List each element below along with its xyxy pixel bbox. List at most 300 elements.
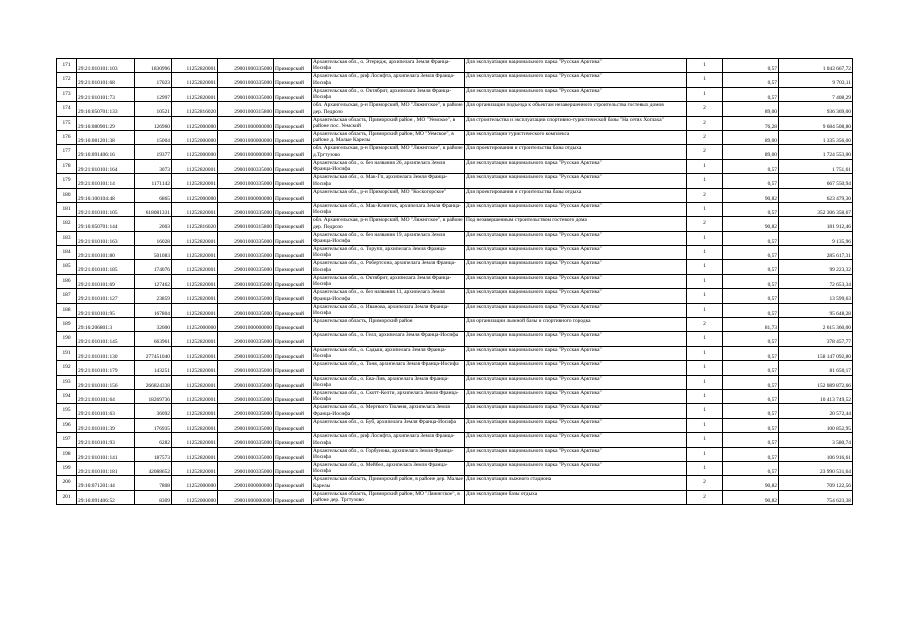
kladr-code-cell: 29001000000000 — [218, 476, 274, 490]
row-number-cell: 177 — [57, 145, 77, 159]
land-register-sheet — [56, 58, 852, 505]
rate-value-cell: 0,57 — [723, 418, 779, 432]
row-number-cell: 194 — [57, 389, 77, 403]
kladr-code-cell: 29001000335000 — [218, 246, 274, 260]
district-name-cell: Приморский — [274, 159, 312, 173]
permitted-use-cell: Для эксплуатации национального парка "Русская Арктика" — [465, 346, 687, 360]
address-cell: Архангельская обл., о. Скотт-Келти, архипелага Земля Франца-Иосифа — [312, 389, 465, 403]
cadastral-value-cell: 3 580,74 — [779, 433, 853, 447]
permitted-use-cell: Для эксплуатации национального парка "Русская Арктика" — [465, 231, 687, 245]
cadastral-value-cell: 1 724 553,00 — [779, 145, 853, 159]
cadastral-number-cell: 29:21:010101:181 — [77, 461, 135, 475]
cadastral-number-cell: 29:16:100104:48 — [77, 188, 135, 202]
category-cell: 1 — [687, 375, 723, 389]
category-cell: 2 — [687, 188, 723, 202]
rate-value-cell: 0,57 — [723, 303, 779, 317]
rate-value-cell: 90,82 — [723, 217, 779, 231]
okato-code-cell: 11252820001 — [172, 447, 218, 461]
kladr-code-cell: 29001000315800 — [218, 102, 274, 116]
kladr-code-cell: 29001000335000 — [218, 418, 274, 432]
area-value-cell: 8309 — [135, 490, 172, 504]
address-cell: Архангельская обл., о. Мертвого Тюленя, архипелага Земля Франца-Иосифа — [312, 404, 465, 418]
kladr-code-cell: 29001000335000 — [218, 59, 274, 73]
land-register-table — [56, 58, 853, 505]
okato-code-cell: 11252820001 — [172, 274, 218, 288]
row-number-cell: 183 — [57, 231, 77, 245]
okato-code-cell: 11252820001 — [172, 260, 218, 274]
category-cell: 1 — [687, 447, 723, 461]
area-value-cell: 17023 — [135, 73, 172, 87]
category-cell: 1 — [687, 289, 723, 303]
okato-code-cell: 11252820001 — [172, 246, 218, 260]
address-cell: Архангельская обл., о. без названия 19, архипелага Земля Франца-Иосифа — [312, 231, 465, 245]
cadastral-number-cell: 29:16:080901:29 — [77, 116, 135, 130]
rate-value-cell: 0,57 — [723, 231, 779, 245]
cadastral-number-cell: 29:16:050701:133 — [77, 102, 135, 116]
address-cell: обл. Архангельская, р-н Приморский, МО "Ляжнгское", в районе дер. Педрозо — [313, 217, 463, 230]
category-cell: 2 — [687, 490, 723, 504]
okato-code-cell: 11252820001 — [172, 174, 218, 188]
area-value-cell: 501083 — [135, 246, 172, 260]
row-number-cell: 190 — [57, 332, 77, 346]
cadastral-value-cell: 181 912,46 — [779, 217, 853, 231]
okato-code-cell: 11252000000 — [172, 476, 218, 490]
okato-code-cell: 11252000000 — [172, 145, 218, 159]
row-number-cell: 200 — [57, 476, 77, 490]
row-number-cell: 188 — [57, 303, 77, 317]
row-number-cell: 196 — [57, 418, 77, 432]
table-row — [57, 274, 853, 288]
category-cell: 1 — [687, 59, 723, 73]
table-row — [57, 461, 853, 475]
okato-code-cell: 11252820001 — [172, 433, 218, 447]
address-cell: Архангельская область, Приморский район, МО "Уемское", в районе д. Малые Карелы — [312, 130, 465, 144]
table-row — [57, 87, 853, 101]
category-cell: 1 — [687, 87, 723, 101]
address-cell: Архангельская обл., о. Ева-Лив, архипелага Земля Франца-Иосифа — [312, 375, 465, 389]
area-value-cell: 23859 — [135, 289, 172, 303]
cadastral-number-cell: 29:21:010101:68 — [77, 73, 135, 87]
address-cell: Архангельская обл., о. Тоня, архипелага Земля Франца-Иосифа — [312, 361, 465, 375]
address-cell: Архангельская область, Приморский район, в районе дер. Малые Карелы — [313, 476, 463, 489]
okato-code-cell: 11252820001 — [172, 461, 218, 475]
okato-code-cell: 11252000000 — [172, 318, 218, 332]
rate-value-cell: 0,57 — [723, 433, 779, 447]
category-cell: 2 — [687, 318, 723, 332]
district-name-cell: Приморский — [274, 188, 312, 202]
cadastral-number-cell: 29:21:010101:14 — [77, 174, 135, 188]
district-name-cell: Приморский — [274, 73, 312, 87]
address-cell: Архангельская обл., о. Горбунова, архипелага Земля Франца-Иосифа — [312, 447, 465, 461]
cadastral-value-cell: 667 550,94 — [779, 174, 853, 188]
district-name-cell: Приморский — [274, 461, 312, 475]
okato-code-cell: 11252816020 — [172, 217, 218, 231]
table-row — [57, 476, 853, 490]
table-row — [57, 59, 853, 73]
category-cell: 1 — [687, 461, 723, 475]
kladr-code-cell: 29001000000000 — [218, 318, 274, 332]
cadastral-number-cell: 29:21:010101:93 — [77, 433, 135, 447]
permitted-use-cell: Для эксплуатации национального парка "Русская Арктика" — [465, 418, 687, 432]
address-cell: обл. Архангельская, р-н Приморский, МО "Ляжнгское", в районе д.Тргтузово — [313, 145, 463, 158]
rate-value-cell: 0,57 — [723, 59, 779, 73]
kladr-code-cell: 29001000315800 — [218, 217, 274, 231]
cadastral-value-cell: 9 684 508,80 — [779, 116, 853, 130]
district-name-cell: Приморский — [274, 289, 312, 303]
okato-code-cell: 11252820001 — [172, 332, 218, 346]
kladr-code-cell: 29001000335000 — [218, 375, 274, 389]
kladr-code-cell: 29001000335000 — [218, 174, 274, 188]
address-cell: Архангельская область, Приморский район, МО "Ляжнгское", в районе дер. Тргтузово — [312, 490, 465, 504]
district-name-cell: Приморский — [274, 490, 312, 504]
district-name-cell: Приморский — [274, 361, 312, 375]
address-cell: Архангельская область, Приморский район , МО "Уемское", в районе пос. Уемский — [312, 116, 465, 130]
rate-value-cell: 0,57 — [723, 159, 779, 173]
row-number-cell: 198 — [57, 447, 77, 461]
kladr-code-cell: 29001000335000 — [218, 461, 274, 475]
cadastral-value-cell: 23 990 531,64 — [779, 461, 853, 475]
table-row — [57, 303, 853, 317]
cadastral-value-cell: 2 615 360,00 — [779, 318, 853, 332]
permitted-use-cell: Для эксплуатации национального парка "Русская Арктика" — [465, 59, 687, 73]
cadastral-value-cell: 285 617,31 — [779, 246, 853, 260]
okato-code-cell: 11252000000 — [172, 130, 218, 144]
table-row — [57, 346, 853, 360]
permitted-use-cell: Для эксплуатации национального парка "Русская Арктика" — [465, 332, 687, 346]
cadastral-value-cell: 7 408,29 — [779, 87, 853, 101]
cadastral-value-cell: 95 648,28 — [779, 303, 853, 317]
district-name-cell: Приморский — [274, 217, 312, 231]
cadastral-value-cell: 1 043 667,72 — [779, 59, 853, 73]
category-cell: 2 — [687, 116, 723, 130]
cadastral-number-cell: 29:21:010101:105 — [77, 202, 135, 216]
rate-value-cell: 0,57 — [723, 246, 779, 260]
cadastral-value-cell: 9 703,11 — [779, 73, 853, 87]
okato-code-cell: 11252000000 — [172, 116, 218, 130]
row-number-cell: 180 — [57, 188, 77, 202]
okato-code-cell: 11252820001 — [172, 59, 218, 73]
permitted-use-cell: Для организации подъезда к объектам незавершенного строительства гостевых домов — [465, 102, 687, 116]
kladr-code-cell: 29001000335000 — [218, 361, 274, 375]
category-cell: 2 — [687, 102, 723, 116]
address-cell: Архангельская обл., о. Торупп, архипелага Земля Франца-Иосифа — [312, 246, 465, 260]
kladr-code-cell: 29001000000000 — [218, 116, 274, 130]
area-value-cell: 127462 — [135, 274, 172, 288]
table-row — [57, 447, 853, 461]
category-cell: 1 — [687, 303, 723, 317]
row-number-cell: 171 — [57, 59, 77, 73]
district-name-cell: Приморский — [274, 332, 312, 346]
table-row — [57, 433, 853, 447]
category-cell: 2 — [687, 476, 723, 490]
address-cell: Архангельская обл., о. без названия 26, архипелага Земля Франца-Иосифа — [312, 159, 465, 173]
district-name-cell: Приморский — [274, 130, 312, 144]
cadastral-value-cell: 81 650,17 — [779, 361, 853, 375]
district-name-cell: Приморский — [274, 260, 312, 274]
cadastral-value-cell: 754 623,38 — [779, 490, 853, 504]
cadastral-number-cell: 29:16:206801:3 — [77, 318, 135, 332]
rate-value-cell: 0,57 — [723, 260, 779, 274]
row-number-cell: 191 — [57, 346, 77, 360]
cadastral-number-cell: 29:21:010101:69 — [77, 274, 135, 288]
table-row — [57, 289, 853, 303]
row-number-cell: 187 — [57, 289, 77, 303]
cadastral-number-cell: 29:21:010101:127 — [77, 289, 135, 303]
permitted-use-cell: Для эксплуатации национального парка "Русская Арктика" — [465, 447, 687, 461]
table-row — [57, 217, 853, 231]
okato-code-cell: 11252820001 — [172, 87, 218, 101]
district-name-cell: Приморский — [274, 231, 312, 245]
kladr-code-cell: 29001000335000 — [218, 332, 274, 346]
area-value-cell: 16028 — [135, 231, 172, 245]
permitted-use-cell: Для эксплуатации национального парка "Русская Арктика" — [465, 375, 687, 389]
rate-value-cell: 0,57 — [723, 346, 779, 360]
district-name-cell: Приморский — [274, 433, 312, 447]
kladr-code-cell: 29001000335000 — [218, 73, 274, 87]
cadastral-value-cell: 709 122,56 — [779, 476, 853, 490]
row-number-cell: 179 — [57, 174, 77, 188]
permitted-use-cell: Для эксплуатации национального парка "Русская Арктика" — [465, 404, 687, 418]
address-cell: Архангельская обл., риф Лоснфта, архипелага Земля Франца-Иосифа — [312, 433, 465, 447]
rate-value-cell: 0,57 — [723, 375, 779, 389]
area-value-cell: 3073 — [135, 159, 172, 173]
table-row — [57, 332, 853, 346]
table-row — [57, 145, 853, 159]
rate-value-cell: 89,00 — [723, 102, 779, 116]
rate-value-cell: 0,57 — [723, 87, 779, 101]
address-cell: Архангельская обл., р-н Приморский, МО "Коскогорское" — [312, 188, 465, 202]
row-number-cell: 193 — [57, 375, 77, 389]
row-number-cell: 201 — [57, 490, 77, 504]
category-cell: 1 — [687, 389, 723, 403]
permitted-use-cell: Для проектирования и строительства базы отдыха — [465, 188, 687, 202]
rate-value-cell: 81,73 — [723, 318, 779, 332]
rate-value-cell: 89,00 — [723, 145, 779, 159]
area-value-cell: 15004 — [135, 130, 172, 144]
row-number-cell: 184 — [57, 246, 77, 260]
okato-code-cell: 11252000000 — [172, 490, 218, 504]
district-name-cell: Приморский — [274, 404, 312, 418]
table-row — [57, 246, 853, 260]
permitted-use-cell: Для эксплуатации национального парка "Русская Арктика" — [465, 361, 687, 375]
rate-value-cell: 90,82 — [723, 490, 779, 504]
cadastral-number-cell: 29:21:010101:145 — [77, 332, 135, 346]
rate-value-cell: 0,57 — [723, 202, 779, 216]
table-row — [57, 418, 853, 432]
cadastral-value-cell: 100 852,95 — [779, 418, 853, 432]
area-value-cell: 1171142 — [135, 174, 172, 188]
permitted-use-cell: Для эксплуатации национального парка "Русская Арктика" — [465, 260, 687, 274]
table-row — [57, 231, 853, 245]
table-row — [57, 490, 853, 504]
cadastral-value-cell: 152 089 872,66 — [779, 375, 853, 389]
address-cell: Архангельская обл., о. Буб, архипелага Земля Франца-Иосифа — [312, 418, 465, 432]
table-row — [57, 404, 853, 418]
address-cell: Архангельская обл., о. Октябрит, архипелага Земля Франца-Иосифа — [312, 87, 465, 101]
district-name-cell: Приморский — [274, 174, 312, 188]
row-number-cell: 172 — [57, 73, 77, 87]
area-value-cell: 10521 — [135, 102, 172, 116]
category-cell: 1 — [687, 159, 723, 173]
rate-value-cell: 0,57 — [723, 73, 779, 87]
rate-value-cell: 0,57 — [723, 361, 779, 375]
row-number-cell: 175 — [57, 116, 77, 130]
table-row — [57, 73, 853, 87]
cadastral-value-cell: 352 306 358,67 — [779, 202, 853, 216]
address-cell: Архангельская обл., о. Гелл, архипелага Земля Франца-Иосифа — [312, 332, 465, 346]
permitted-use-cell: Под незавершенным строительством гостевого дома — [465, 217, 687, 231]
category-cell: 1 — [687, 174, 723, 188]
category-cell: 2 — [687, 217, 723, 231]
rate-value-cell: 89,00 — [723, 130, 779, 144]
rate-value-cell: 0,57 — [723, 461, 779, 475]
table-body — [57, 59, 853, 505]
district-name-cell: Приморский — [274, 375, 312, 389]
cadastral-number-cell: 29:16:071201:44 — [77, 476, 135, 490]
okato-code-cell: 11252820001 — [172, 346, 218, 360]
kladr-code-cell: 29001000335000 — [218, 303, 274, 317]
permitted-use-cell: Для эксплуатации базы отдыха — [465, 490, 687, 504]
kladr-code-cell: 29001000335000 — [218, 260, 274, 274]
row-number-cell: 182 — [57, 217, 77, 231]
kladr-code-cell: 29001000335000 — [218, 346, 274, 360]
area-value-cell: 167804 — [135, 303, 172, 317]
kladr-code-cell: 29001000335000 — [218, 87, 274, 101]
district-name-cell: Приморский — [274, 303, 312, 317]
category-cell: 1 — [687, 332, 723, 346]
category-cell: 2 — [687, 145, 723, 159]
okato-code-cell: 11252820001 — [172, 159, 218, 173]
permitted-use-cell: Для эксплуатации национального парка "Русская Арктика" — [465, 202, 687, 216]
cadastral-number-cell: 29:16:091406:16 — [77, 145, 135, 159]
category-cell: 1 — [687, 202, 723, 216]
area-value-cell: 1830996 — [135, 59, 172, 73]
permitted-use-cell: Для эксплуатации лыжного стадиона — [465, 476, 687, 490]
district-name-cell: Приморский — [274, 318, 312, 332]
kladr-code-cell: 29001000000000 — [218, 490, 274, 504]
okato-code-cell: 11252820001 — [172, 289, 218, 303]
cadastral-value-cell: 72 653,34 — [779, 274, 853, 288]
kladr-code-cell: 29001000335000 — [218, 202, 274, 216]
table-row — [57, 174, 853, 188]
kladr-code-cell: 29001000000000 — [218, 145, 274, 159]
cadastral-value-cell: 99 223,32 — [779, 260, 853, 274]
kladr-code-cell: 29001000000000 — [218, 188, 274, 202]
cadastral-value-cell: 936 369,00 — [779, 102, 853, 116]
permitted-use-cell: Для эксплуатации национального парка "Русская Арктика" — [465, 461, 687, 475]
table-row — [57, 260, 853, 274]
area-value-cell: 143251 — [135, 361, 172, 375]
permitted-use-cell: Для строительства и эксплуатации спортивно-туристической базы "На сетях Хоглаха" — [465, 116, 687, 130]
address-cell: Архангельская обл., о. без названия 11, архипелага Земля Франца-Иосифа — [312, 289, 465, 303]
address-cell: Архангельская обл., о. Иванова, архипелага Земля Франца-Иосифа — [312, 303, 465, 317]
area-value-cell: 12997 — [135, 87, 172, 101]
district-name-cell: Приморский — [274, 274, 312, 288]
cadastral-value-cell: 158 147 092,80 — [779, 346, 853, 360]
permitted-use-cell: Для эксплуатации туристического комплекса — [465, 130, 687, 144]
cadastral-number-cell: 29:21:010101:64 — [77, 389, 135, 403]
category-cell: 1 — [687, 274, 723, 288]
rate-value-cell: 0,57 — [723, 274, 779, 288]
address-cell: Архангельская обл., о. Мак-Клинток, архипелага Земля Франца-Иосифа — [312, 202, 465, 216]
cadastral-number-cell: 29:21:010101:164 — [77, 159, 135, 173]
table-row — [57, 389, 853, 403]
rate-value-cell: 0,57 — [723, 332, 779, 346]
cadastral-number-cell: 29:21:010101:63 — [77, 404, 135, 418]
okato-code-cell: 11252820001 — [172, 375, 218, 389]
kladr-code-cell: 29001000335000 — [218, 404, 274, 418]
area-value-cell: 7808 — [135, 476, 172, 490]
district-name-cell: Приморский — [274, 116, 312, 130]
area-value-cell: 18269736 — [135, 389, 172, 403]
cadastral-number-cell: 29:21:010101:73 — [77, 87, 135, 101]
permitted-use-cell: Для проектирования и строительства базы отдыха — [465, 145, 687, 159]
row-number-cell: 197 — [57, 433, 77, 447]
permitted-use-cell: Для эксплуатации национального парка "Русская Арктика" — [465, 87, 687, 101]
table-row — [57, 375, 853, 389]
okato-code-cell: 11252816020 — [172, 102, 218, 116]
permitted-use-cell: Для эксплуатации национального парка "Русская Арктика" — [465, 174, 687, 188]
cadastral-number-cell: 29:21:010101:130 — [77, 346, 135, 360]
row-number-cell: 186 — [57, 274, 77, 288]
district-name-cell: Приморский — [274, 87, 312, 101]
okato-code-cell: 11252820001 — [172, 361, 218, 375]
row-number-cell: 178 — [57, 159, 77, 173]
address-cell: Архангельская область, Приморский район — [312, 318, 465, 332]
area-value-cell: 42088652 — [135, 461, 172, 475]
cadastral-value-cell: 13 599,63 — [779, 289, 853, 303]
table-row — [57, 188, 853, 202]
okato-code-cell: 11252820001 — [172, 202, 218, 216]
district-name-cell: Приморский — [274, 346, 312, 360]
cadastral-number-cell: 29:21:010101:80 — [77, 246, 135, 260]
okato-code-cell: 11252000000 — [172, 188, 218, 202]
kladr-code-cell: 29001000335000 — [218, 159, 274, 173]
permitted-use-cell: Для эксплуатации национального парка "Русская Арктика" — [465, 73, 687, 87]
cadastral-number-cell: 29:21:010101:185 — [77, 260, 135, 274]
area-value-cell: 32000 — [135, 318, 172, 332]
table-row — [57, 202, 853, 216]
category-cell: 1 — [687, 246, 723, 260]
row-number-cell: 199 — [57, 461, 77, 475]
permitted-use-cell: Для эксплуатации национального парка "Русская Арктика" — [465, 274, 687, 288]
cadastral-number-cell: 29:21:010101:179 — [77, 361, 135, 375]
district-name-cell: Приморский — [274, 389, 312, 403]
area-value-cell: 187573 — [135, 447, 172, 461]
permitted-use-cell: Для эксплуатации национального парка "Русская Арктика" — [465, 289, 687, 303]
row-number-cell: 174 — [57, 102, 77, 116]
rate-value-cell: 76,28 — [723, 116, 779, 130]
kladr-code-cell: 29001000335000 — [218, 231, 274, 245]
permitted-use-cell: Для эксплуатации национального парка "Русская Арктика" — [465, 433, 687, 447]
address-cell: Архангельская обл., о. Октябрит, архипелага Земля Франца-Иосифа — [312, 274, 465, 288]
permitted-use-cell: Для эксплуатации национального парка "Русская Арктика" — [465, 159, 687, 173]
table-row — [57, 130, 853, 144]
category-cell: 2 — [687, 130, 723, 144]
cadastral-value-cell: 10 413 749,52 — [779, 389, 853, 403]
permitted-use-cell: Для эксплуатации национального парка "Русская Арктика" — [465, 303, 687, 317]
permitted-use-cell: Для организации лыжной базы и спортивного городка — [465, 318, 687, 332]
kladr-code-cell: 29001000335000 — [218, 433, 274, 447]
row-number-cell: 185 — [57, 260, 77, 274]
district-name-cell: Приморский — [274, 59, 312, 73]
rate-value-cell: 0,57 — [723, 404, 779, 418]
address-cell: Архангельская обл., о. Садыш, архипелага Земля Франца-Иосифа — [312, 346, 465, 360]
cadastral-number-cell: 29:21:010101:103 — [77, 59, 135, 73]
cadastral-value-cell: 623 479,30 — [779, 188, 853, 202]
cadastral-number-cell: 29:16:091406:52 — [77, 490, 135, 504]
row-number-cell: 195 — [57, 404, 77, 418]
